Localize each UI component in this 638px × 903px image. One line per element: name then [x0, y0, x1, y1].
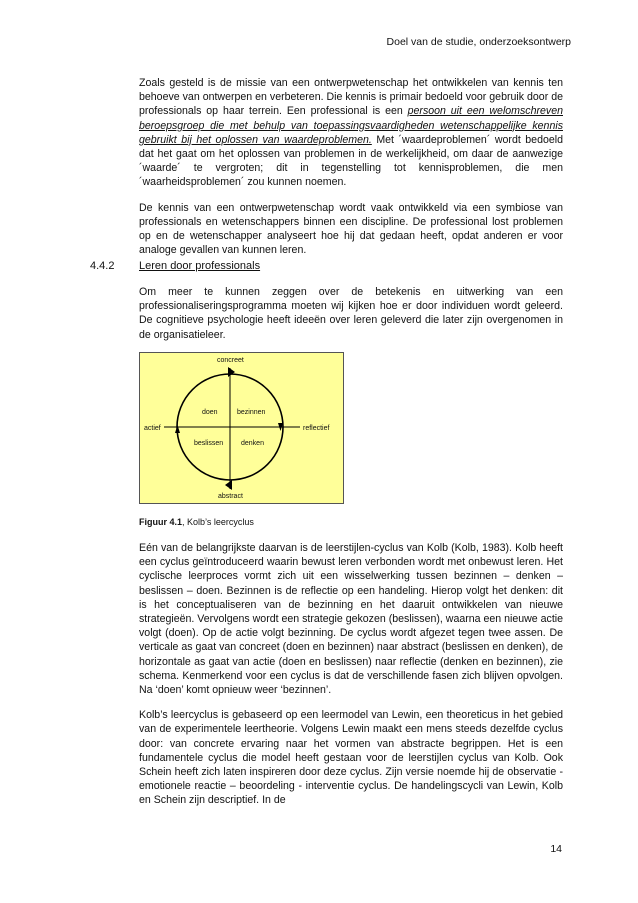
label-concreet: concreet — [217, 357, 244, 364]
label-actief: actief — [144, 425, 161, 432]
label-abstract: abstract — [218, 493, 243, 500]
kolb-cycle-svg — [140, 353, 343, 503]
quadrant-denken: denken — [241, 440, 264, 447]
quadrant-doen: doen — [202, 409, 218, 416]
kolb-cycle-diagram — [139, 352, 344, 504]
page-number: 14 — [550, 843, 562, 855]
section-title: Leren door professionals — [139, 260, 261, 272]
intro-p1-end: Met ´waardeproblemen´ wordt bedoeld dat het gaat om het oplossen van problemen in de werkelijkheid, om daar de aanwezige ´waarde´ te vergroten; dit in tegenstelling tot kennisproblemen, die men ´waarheidsproblemen´ zou kunnen noemen. — [139, 133, 563, 189]
body-paragraph-2: Kolb’s leercyclus is gebaseerd op een leermodel van Lewin, een theoreticus in het gebied van de experimentele leertheorie. Volgens Lewin maakt een mens steeds dezelfde cyclus door: van concrete ervaring naar het vormen van abstracte begrippen. Het is een fundamentele cyclus die model heeft gestaan voor de leerstijlen cyclus van Kolb. Ook Schein heeft zich laten inspireren door deze cyclus. Zijn versie noemde hij de observatie - emotionele reactie – beoordeling - interventie cyclus. De handelingscycli van Lewin, Kolb en Schein zijn descriptief. In de — [139, 709, 563, 807]
quadrant-bezinnen: bezinnen — [237, 409, 266, 416]
quadrant-beslissen: beslissen — [194, 440, 224, 447]
section-number: 4.4.2 — [90, 260, 115, 272]
intro-text — [139, 76, 563, 268]
section-paragraph: Om meer te kunnen zeggen over de betekenis en uitwerking van een professionaliseringsprogramma moeten wij kijken hoe er door individuen wordt geleerd. De cognitieve psychologie heeft ideeën over leren geleverd die later zijn overgenomen in de organisatieleer. — [139, 286, 563, 341]
body-text — [139, 541, 563, 819]
professional-definition: persoon uit een welomschreven beroepsgroep die met behulp van toepassingsvaardigheden wetenschappelijke kennis gebruikt bij het oplossen van waardeproblemen. — [139, 105, 563, 146]
figure-caption — [139, 517, 254, 527]
intro-paragraph-1 — [139, 76, 563, 190]
bottom-arrow — [225, 480, 232, 490]
running-header: Doel van de studie, onderzoeksontwerp — [386, 36, 571, 48]
figure-caption-label: Figuur 4.1 — [139, 517, 183, 527]
body-paragraph-1: Eén van de belangrijkste daarvan is de leerstijlen-cyclus van Kolb (Kolb, 1983). Kolb heeft een cyclus geïntroduceerd waarin bewust leren verbonden wordt met onbewust leren. Het cyclische leerproces vormt zich uit een wisselwerking tussen bezinnen – denken – beslissen – doen. Bezinnen is de reflectie op een handeling. Hierop volgt het denken: dit is het conceptualiseren van de bezinning en het daaruit ontwikkelen van nieuwe strategieën. Vervolgens wordt een strategie gekozen (beslissen), waarna een nieuwe actie volgt (doen). Op de actie volgt bezinning. De cyclus wordt afgezet tegen twee assen. De verticale as gaat van concreet (doen en bezinnen) naar abstract (beslissen en denken), de horizontale as gaat van actie (doen en beslissen) naar reflectie (denken en bezinnen), zie schema. Kenmerkend voor een cyclus is dat de verschillende fasen zich blijven opvolgen. Na ‘doen’ komt opnieuw weer ‘bezinnen’. — [139, 542, 564, 697]
label-reflectief: reflectief — [303, 425, 330, 432]
intro-p1-start: Zoals gesteld is de missie van een ontwerpwetenschap het ontwikkelen van kennis ten behoeve van ontwerpen en verbeteren. Die kennis is primair bedoeld voor gebruik door de professionals op haar terrein. Een professional is een — [139, 77, 563, 118]
figure-caption-text: , Kolb’s leercyclus — [182, 517, 254, 527]
left-arrow — [175, 425, 180, 433]
intro-paragraph-2: De kennis van een ontwerpwetenschap wordt vaak ontwikkeld via een symbiose van professionals en wetenschappers binnen een discipline. De professional lost problemen op en de wetenschapper analyseert hoe hij dat gedaan heeft, opdat anderen er voor analoge gevallen van kunnen leren. — [139, 201, 563, 257]
top-arrow — [228, 367, 235, 377]
